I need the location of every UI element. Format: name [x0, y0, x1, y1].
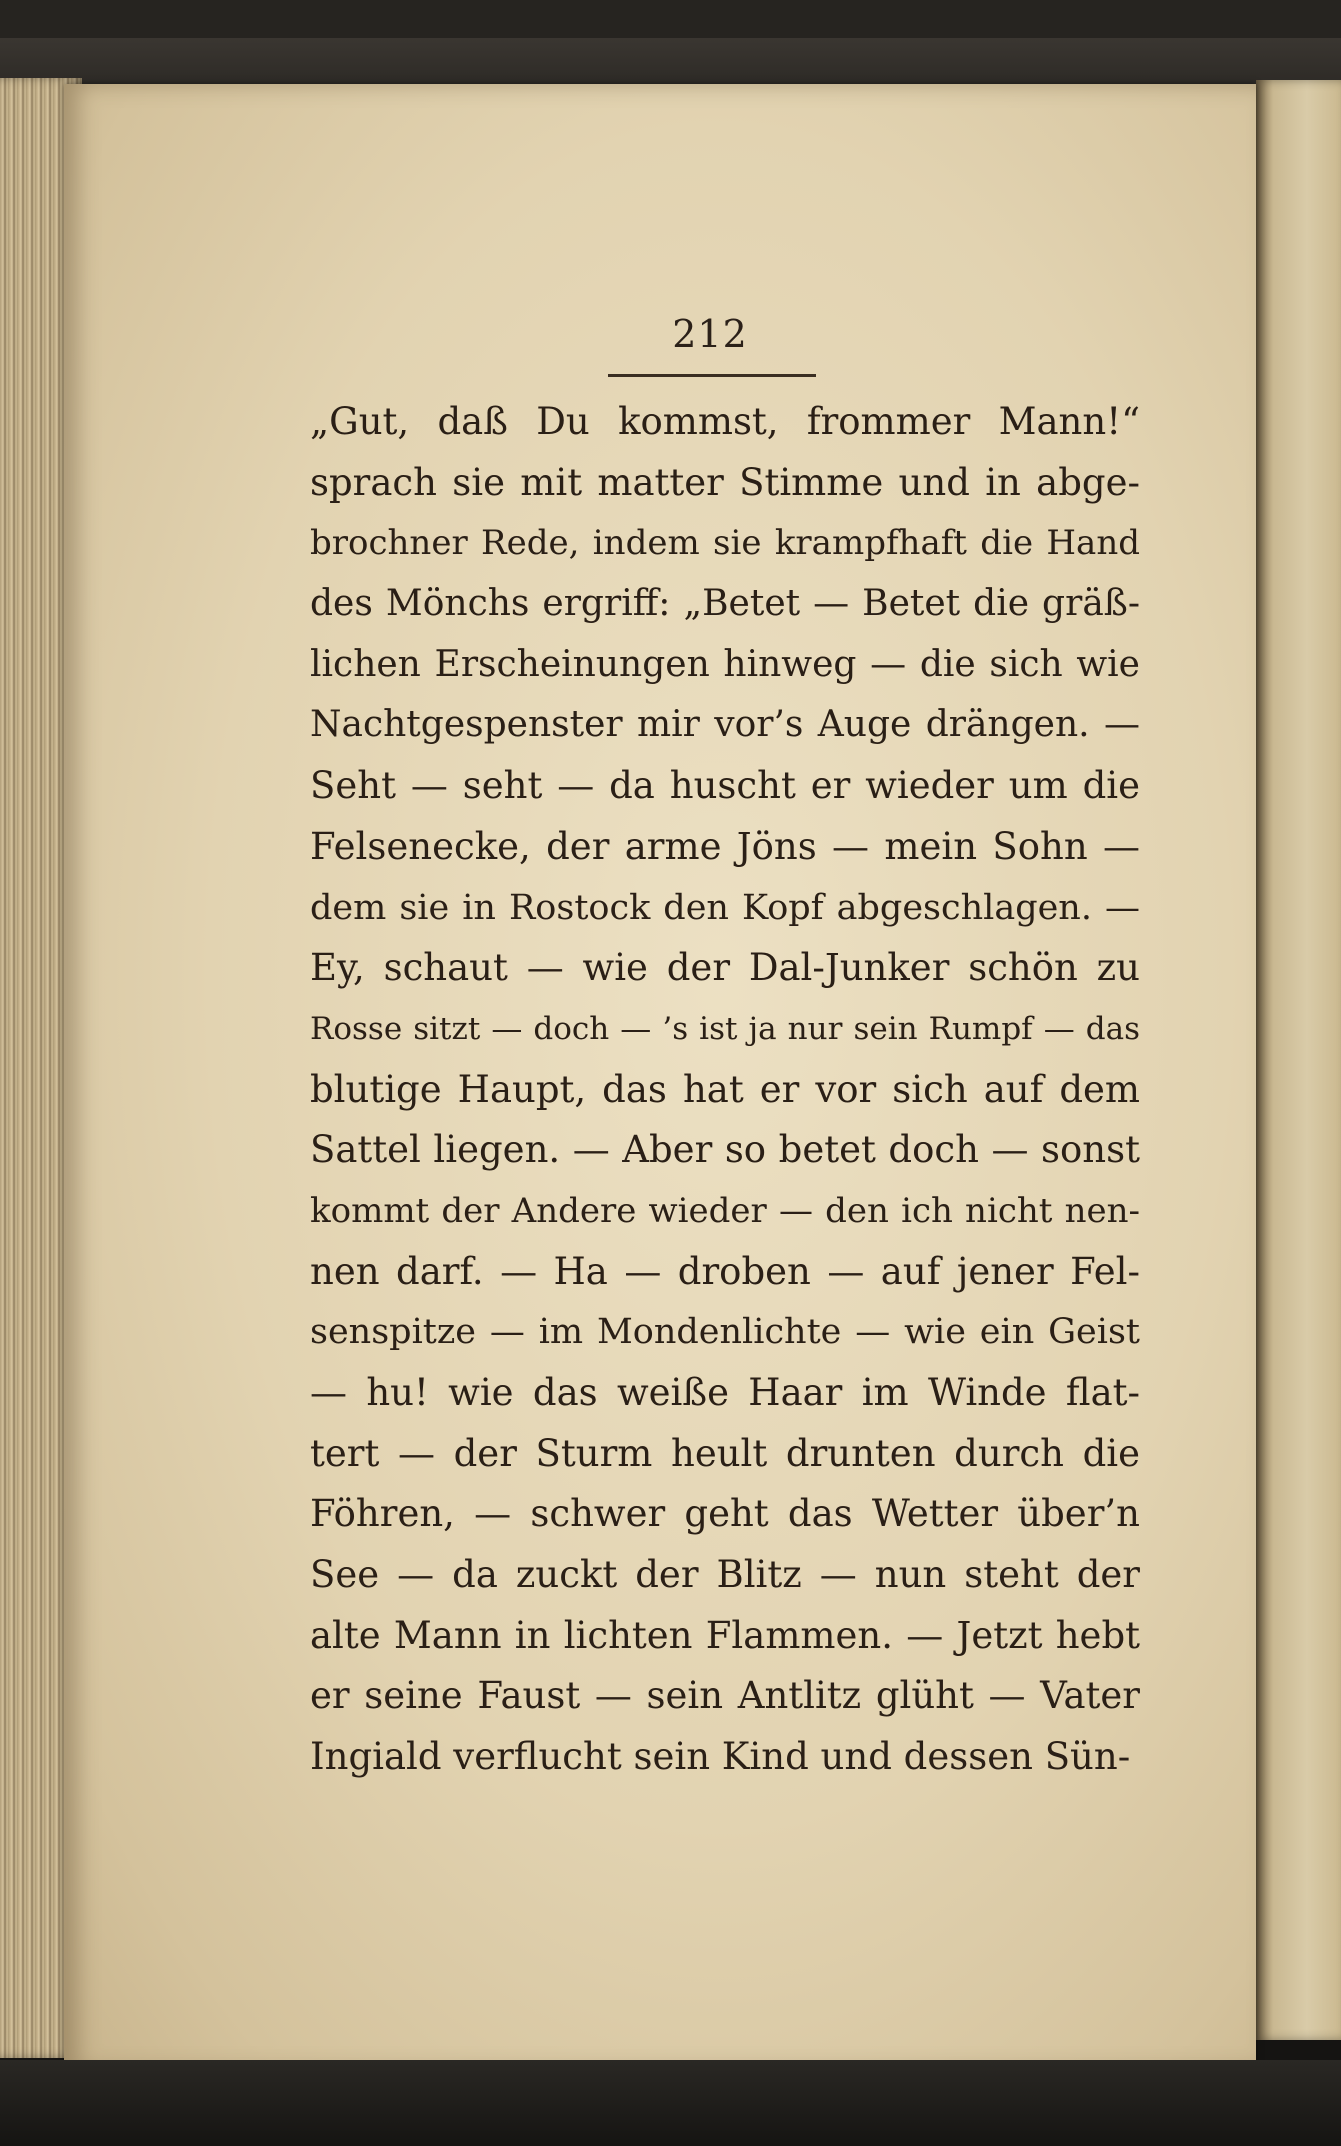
binding-top-edge [0, 38, 1341, 90]
text-line: Felsenecke, der arme Jöns — mein Sohn — [310, 824, 1140, 868]
header-rule [608, 374, 816, 377]
text-line: See — da zuckt der Blitz — nun steht der [310, 1553, 1140, 1597]
text-line: Föhren, — schwer geht das Wetter über’n [310, 1492, 1140, 1536]
body-text [310, 392, 1140, 1788]
text-line: tert — der Sturm heult drunten durch die [310, 1431, 1140, 1475]
text-line: alte Mann in lichten Flammen. — Jetzt hebt [310, 1613, 1140, 1657]
text-line: kommt der Andere wieder — den ich nicht nen- [310, 1190, 1140, 1231]
text-line: Sattel liegen. — Aber so betet doch — sonst [310, 1128, 1140, 1172]
text-line: nen darf. — Ha — droben — auf jener Fel- [310, 1249, 1140, 1293]
text-line: senspitze — im Mondenlichte — wie ein Geist [310, 1312, 1140, 1353]
text-line: dem sie in Rostock den Kopf abgeschlagen. — [310, 887, 1140, 928]
text-line: „Gut, daß Du kommst, frommer Mann!“ [310, 400, 1140, 443]
page-number: 212 [672, 312, 748, 356]
text-line: er seine Faust — sein Antlitz glüht — Vater [310, 1674, 1140, 1718]
text-line: Ingiald verflucht sein Kind und dessen Sün- [310, 1735, 1131, 1779]
text-line: Rosse sitzt — doch — ’s ist ja nur sein Rumpf — das [310, 1010, 1140, 1047]
text-line: Ey, schaut — wie der Dal-Junker schön zu [310, 946, 1140, 990]
text-line: Seht — seht — da huscht er wieder um die [310, 764, 1140, 808]
text-line: — hu! wie das weiße Haar im Winde flat- [310, 1371, 1140, 1414]
text-line: brochner Rede, indem sie krampfhaft die Hand [310, 523, 1140, 564]
text-line: lichen Erscheinungen hinweg — die sich wie [310, 643, 1140, 685]
text-line: des Mönchs ergriff: „Betet — Betet die gräß- [310, 583, 1140, 625]
page-stack-right [1256, 80, 1341, 2040]
text-line: sprach sie mit matter Stimme und in abge- [310, 460, 1140, 504]
text-line: Nachtgespenster mir vor’s Auge drängen. — [310, 704, 1140, 746]
bottom-shadow [0, 2060, 1341, 2146]
text-line: blutige Haupt, das hat er vor sich auf dem [310, 1067, 1140, 1111]
